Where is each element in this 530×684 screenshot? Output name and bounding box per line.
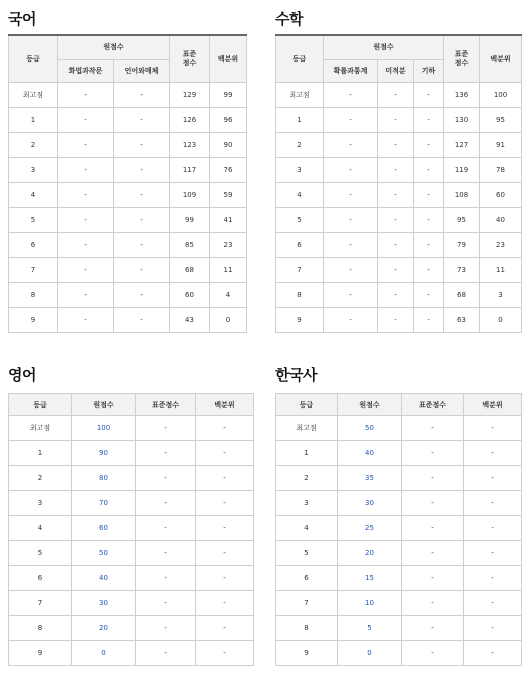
- score-cell: -: [114, 257, 170, 282]
- table-row: [276, 207, 522, 232]
- score-cell: 126: [170, 107, 210, 132]
- score-cell: -: [378, 282, 414, 307]
- score-cell: -: [58, 157, 114, 182]
- grade-cell: 1: [276, 441, 338, 466]
- score-cell: 10: [338, 591, 402, 616]
- score-cell: -: [114, 182, 170, 207]
- score-cell: -: [464, 466, 522, 491]
- score-cell: -: [402, 641, 464, 666]
- score-cell: 5: [338, 616, 402, 641]
- score-cell: 130: [444, 107, 480, 132]
- score-cell: -: [464, 416, 522, 441]
- header-standard-score: 표준 점수: [444, 35, 480, 82]
- score-cell: -: [114, 282, 170, 307]
- score-cell: -: [196, 566, 254, 591]
- grade-cell: 1: [9, 107, 58, 132]
- score-cell: -: [414, 82, 444, 107]
- grade-cell: 5: [9, 541, 72, 566]
- score-cell: -: [136, 541, 196, 566]
- score-cell: 79: [444, 232, 480, 257]
- score-cell: -: [136, 491, 196, 516]
- score-cell: 30: [338, 491, 402, 516]
- grade-cell: 6: [9, 232, 58, 257]
- score-cell: -: [414, 157, 444, 182]
- table-row: [9, 491, 254, 516]
- score-cell: 40: [480, 207, 522, 232]
- score-cell: 15: [338, 566, 402, 591]
- grade-cell: 6: [9, 566, 72, 591]
- header-percentile: 백분위: [464, 394, 522, 416]
- score-cell: -: [402, 616, 464, 641]
- score-cell: -: [58, 107, 114, 132]
- table-row: [9, 207, 247, 232]
- table-row: [9, 566, 254, 591]
- grade-cell: 3: [276, 157, 324, 182]
- grade-cell: 3: [276, 491, 338, 516]
- score-cell: 25: [338, 516, 402, 541]
- score-cell: 63: [444, 307, 480, 332]
- score-cell: 60: [480, 182, 522, 207]
- grade-cell: 4: [9, 182, 58, 207]
- table-row: [9, 416, 254, 441]
- table-row: [9, 107, 247, 132]
- score-cell: 127: [444, 132, 480, 157]
- score-cell: -: [196, 641, 254, 666]
- grade-cell: 최고점: [9, 82, 58, 107]
- grade-cell: 9: [276, 641, 338, 666]
- score-cell: -: [196, 516, 254, 541]
- table-row: [276, 441, 522, 466]
- score-cell: 0: [480, 307, 522, 332]
- score-cell: -: [464, 566, 522, 591]
- score-cell: -: [378, 182, 414, 207]
- score-cell: -: [136, 641, 196, 666]
- score-cell: -: [402, 466, 464, 491]
- header-grade: 등급: [276, 35, 324, 82]
- score-cell: -: [414, 132, 444, 157]
- math-score-table: [275, 34, 522, 333]
- score-cell: 60: [72, 516, 136, 541]
- grade-cell: 9: [9, 307, 58, 332]
- table-row: [276, 616, 522, 641]
- grade-cell: 8: [9, 616, 72, 641]
- grade-cell: 7: [9, 591, 72, 616]
- grade-cell: 5: [276, 541, 338, 566]
- score-cell: 136: [444, 82, 480, 107]
- table-row: [9, 641, 254, 666]
- grade-cell: 최고점: [276, 82, 324, 107]
- score-cell: 35: [338, 466, 402, 491]
- score-cell: -: [136, 616, 196, 641]
- score-cell: -: [114, 307, 170, 332]
- score-cell: -: [378, 107, 414, 132]
- grade-cell: 5: [9, 207, 58, 232]
- korean-title: 국어: [8, 10, 36, 28]
- table-row: [276, 157, 522, 182]
- score-cell: -: [402, 441, 464, 466]
- score-cell: 123: [170, 132, 210, 157]
- english-score-table: [8, 393, 254, 666]
- score-cell: -: [464, 591, 522, 616]
- table-row: [9, 82, 247, 107]
- grade-cell: 6: [276, 566, 338, 591]
- header-subject-option: 미적분: [378, 59, 414, 82]
- score-cell: -: [414, 207, 444, 232]
- score-cell: 109: [170, 182, 210, 207]
- grade-cell: 2: [9, 132, 58, 157]
- score-cell: -: [378, 307, 414, 332]
- header-percentile: 백분위: [196, 394, 254, 416]
- score-cell: -: [58, 207, 114, 232]
- grade-cell: 2: [9, 466, 72, 491]
- table-row: [276, 541, 522, 566]
- grade-cell: 7: [9, 257, 58, 282]
- score-cell: 78: [480, 157, 522, 182]
- table-row: [9, 466, 254, 491]
- table-row: [9, 232, 247, 257]
- score-cell: -: [378, 82, 414, 107]
- table-row: [276, 491, 522, 516]
- score-cell: -: [464, 516, 522, 541]
- score-cell: 20: [338, 541, 402, 566]
- score-cell: 90: [72, 441, 136, 466]
- score-cell: 99: [170, 207, 210, 232]
- score-cell: -: [378, 257, 414, 282]
- grade-cell: 최고점: [276, 416, 338, 441]
- grade-cell: 8: [9, 282, 58, 307]
- score-cell: -: [324, 157, 378, 182]
- table-row: [276, 466, 522, 491]
- score-cell: -: [114, 82, 170, 107]
- score-cell: 96: [210, 107, 247, 132]
- score-cell: -: [196, 591, 254, 616]
- score-cell: 85: [170, 232, 210, 257]
- score-cell: -: [196, 441, 254, 466]
- score-cell: -: [58, 132, 114, 157]
- score-cell: 50: [72, 541, 136, 566]
- header-standard-score: 표준 점수: [170, 35, 210, 82]
- table-row: [276, 82, 522, 107]
- grade-cell: 7: [276, 257, 324, 282]
- score-cell: -: [324, 107, 378, 132]
- score-cell: -: [378, 207, 414, 232]
- header-grade: 등급: [9, 394, 72, 416]
- header-subject-option: 확률과통계: [324, 59, 378, 82]
- score-cell: -: [464, 491, 522, 516]
- score-cell: 23: [210, 232, 247, 257]
- grade-cell: 9: [276, 307, 324, 332]
- score-cell: -: [114, 132, 170, 157]
- header-subject-option: 화법과작문: [58, 59, 114, 82]
- score-cell: -: [136, 466, 196, 491]
- header-percentile: 백분위: [210, 35, 247, 82]
- header-grade: 등급: [9, 35, 58, 82]
- grade-cell: 4: [9, 516, 72, 541]
- table-row: [276, 107, 522, 132]
- score-cell: -: [196, 466, 254, 491]
- score-cell: 30: [72, 591, 136, 616]
- score-cell: -: [464, 541, 522, 566]
- score-cell: 91: [480, 132, 522, 157]
- grade-cell: 6: [276, 232, 324, 257]
- table-row: [9, 257, 247, 282]
- history-title: 한국사: [275, 366, 317, 384]
- score-cell: -: [464, 616, 522, 641]
- table-row: [276, 591, 522, 616]
- score-cell: -: [402, 416, 464, 441]
- header-raw-score: 원점수: [338, 394, 402, 416]
- score-cell: -: [402, 591, 464, 616]
- table-row: [9, 591, 254, 616]
- grade-cell: 2: [276, 132, 324, 157]
- score-cell: -: [114, 107, 170, 132]
- score-cell: 99: [210, 82, 247, 107]
- table-row: [276, 182, 522, 207]
- score-cell: -: [402, 491, 464, 516]
- score-cell: 100: [480, 82, 522, 107]
- english-title: 영어: [8, 366, 36, 384]
- header-subject-option: 기하: [414, 59, 444, 82]
- score-cell: -: [324, 307, 378, 332]
- score-cell: 68: [444, 282, 480, 307]
- score-cell: -: [114, 157, 170, 182]
- score-cell: -: [324, 132, 378, 157]
- score-cell: -: [196, 541, 254, 566]
- table-row: [276, 132, 522, 157]
- korean-score-table: [8, 34, 247, 333]
- score-cell: 11: [480, 257, 522, 282]
- score-cell: -: [196, 416, 254, 441]
- table-row: [276, 282, 522, 307]
- table-row: [9, 307, 247, 332]
- table-row: [9, 182, 247, 207]
- score-cell: 68: [170, 257, 210, 282]
- score-cell: -: [324, 232, 378, 257]
- table-row: [276, 516, 522, 541]
- score-cell: -: [324, 182, 378, 207]
- score-cell: -: [324, 82, 378, 107]
- score-cell: 59: [210, 182, 247, 207]
- score-cell: -: [414, 307, 444, 332]
- header-percentile: 백분위: [480, 35, 522, 82]
- score-cell: -: [114, 232, 170, 257]
- score-cell: 40: [72, 566, 136, 591]
- score-cell: -: [414, 232, 444, 257]
- score-cell: -: [324, 282, 378, 307]
- score-cell: -: [136, 441, 196, 466]
- table-row: [9, 132, 247, 157]
- table-row: [9, 541, 254, 566]
- score-cell: 95: [480, 107, 522, 132]
- score-cell: -: [136, 416, 196, 441]
- score-cell: 0: [210, 307, 247, 332]
- score-cell: 90: [210, 132, 247, 157]
- score-cell: 60: [170, 282, 210, 307]
- score-cell: -: [402, 516, 464, 541]
- grade-cell: 8: [276, 282, 324, 307]
- score-cell: -: [324, 207, 378, 232]
- score-cell: -: [402, 566, 464, 591]
- header-raw-score: 원점수: [58, 35, 170, 59]
- score-cell: 0: [338, 641, 402, 666]
- score-cell: 20: [72, 616, 136, 641]
- table-row: [276, 641, 522, 666]
- score-cell: -: [58, 182, 114, 207]
- header-grade: 등급: [276, 394, 338, 416]
- header-raw-score: 원점수: [72, 394, 136, 416]
- score-cell: -: [378, 132, 414, 157]
- score-cell: 80: [72, 466, 136, 491]
- score-cell: 70: [72, 491, 136, 516]
- score-cell: 41: [210, 207, 247, 232]
- score-cell: -: [58, 232, 114, 257]
- score-cell: -: [402, 541, 464, 566]
- score-cell: -: [378, 232, 414, 257]
- header-standard-score: 표준점수: [402, 394, 464, 416]
- score-cell: -: [58, 82, 114, 107]
- table-row: [276, 307, 522, 332]
- header-raw-score: 원점수: [324, 35, 444, 59]
- table-row: [276, 232, 522, 257]
- score-cell: 0: [72, 641, 136, 666]
- score-cell: 117: [170, 157, 210, 182]
- score-cell: 50: [338, 416, 402, 441]
- score-cell: -: [414, 257, 444, 282]
- grade-cell: 8: [276, 616, 338, 641]
- history-score-table: [275, 393, 522, 666]
- score-cell: -: [58, 257, 114, 282]
- header-subject-option: 언어와매체: [114, 59, 170, 82]
- score-cell: -: [196, 616, 254, 641]
- table-row: [276, 257, 522, 282]
- table-row: [9, 157, 247, 182]
- grade-cell: 4: [276, 516, 338, 541]
- score-cell: -: [324, 257, 378, 282]
- score-cell: 129: [170, 82, 210, 107]
- score-cell: 73: [444, 257, 480, 282]
- grade-cell: 9: [9, 641, 72, 666]
- score-cell: 95: [444, 207, 480, 232]
- score-cell: 4: [210, 282, 247, 307]
- score-cell: 3: [480, 282, 522, 307]
- score-cell: 76: [210, 157, 247, 182]
- score-cell: -: [414, 182, 444, 207]
- score-cell: -: [464, 641, 522, 666]
- score-cell: -: [58, 282, 114, 307]
- grade-cell: 3: [9, 491, 72, 516]
- score-cell: -: [136, 591, 196, 616]
- table-row: [276, 566, 522, 591]
- score-cell: 11: [210, 257, 247, 282]
- score-cell: -: [114, 207, 170, 232]
- grade-cell: 최고점: [9, 416, 72, 441]
- score-cell: -: [378, 157, 414, 182]
- grade-cell: 3: [9, 157, 58, 182]
- grade-cell: 1: [276, 107, 324, 132]
- score-cell: -: [414, 107, 444, 132]
- table-row: [9, 516, 254, 541]
- score-cell: 43: [170, 307, 210, 332]
- score-cell: -: [136, 516, 196, 541]
- score-cell: -: [196, 491, 254, 516]
- score-cell: -: [136, 566, 196, 591]
- grade-cell: 4: [276, 182, 324, 207]
- table-row: [9, 616, 254, 641]
- score-cell: -: [58, 307, 114, 332]
- score-cell: 40: [338, 441, 402, 466]
- grade-cell: 1: [9, 441, 72, 466]
- score-cell: 23: [480, 232, 522, 257]
- grade-cell: 7: [276, 591, 338, 616]
- table-row: [9, 282, 247, 307]
- score-cell: -: [414, 282, 444, 307]
- score-cell: 108: [444, 182, 480, 207]
- grade-cell: 2: [276, 466, 338, 491]
- score-cell: 100: [72, 416, 136, 441]
- table-row: [9, 441, 254, 466]
- score-cell: -: [464, 441, 522, 466]
- table-row: [276, 416, 522, 441]
- grade-cell: 5: [276, 207, 324, 232]
- header-standard-score: 표준점수: [136, 394, 196, 416]
- score-cell: 119: [444, 157, 480, 182]
- math-title: 수학: [275, 10, 303, 28]
